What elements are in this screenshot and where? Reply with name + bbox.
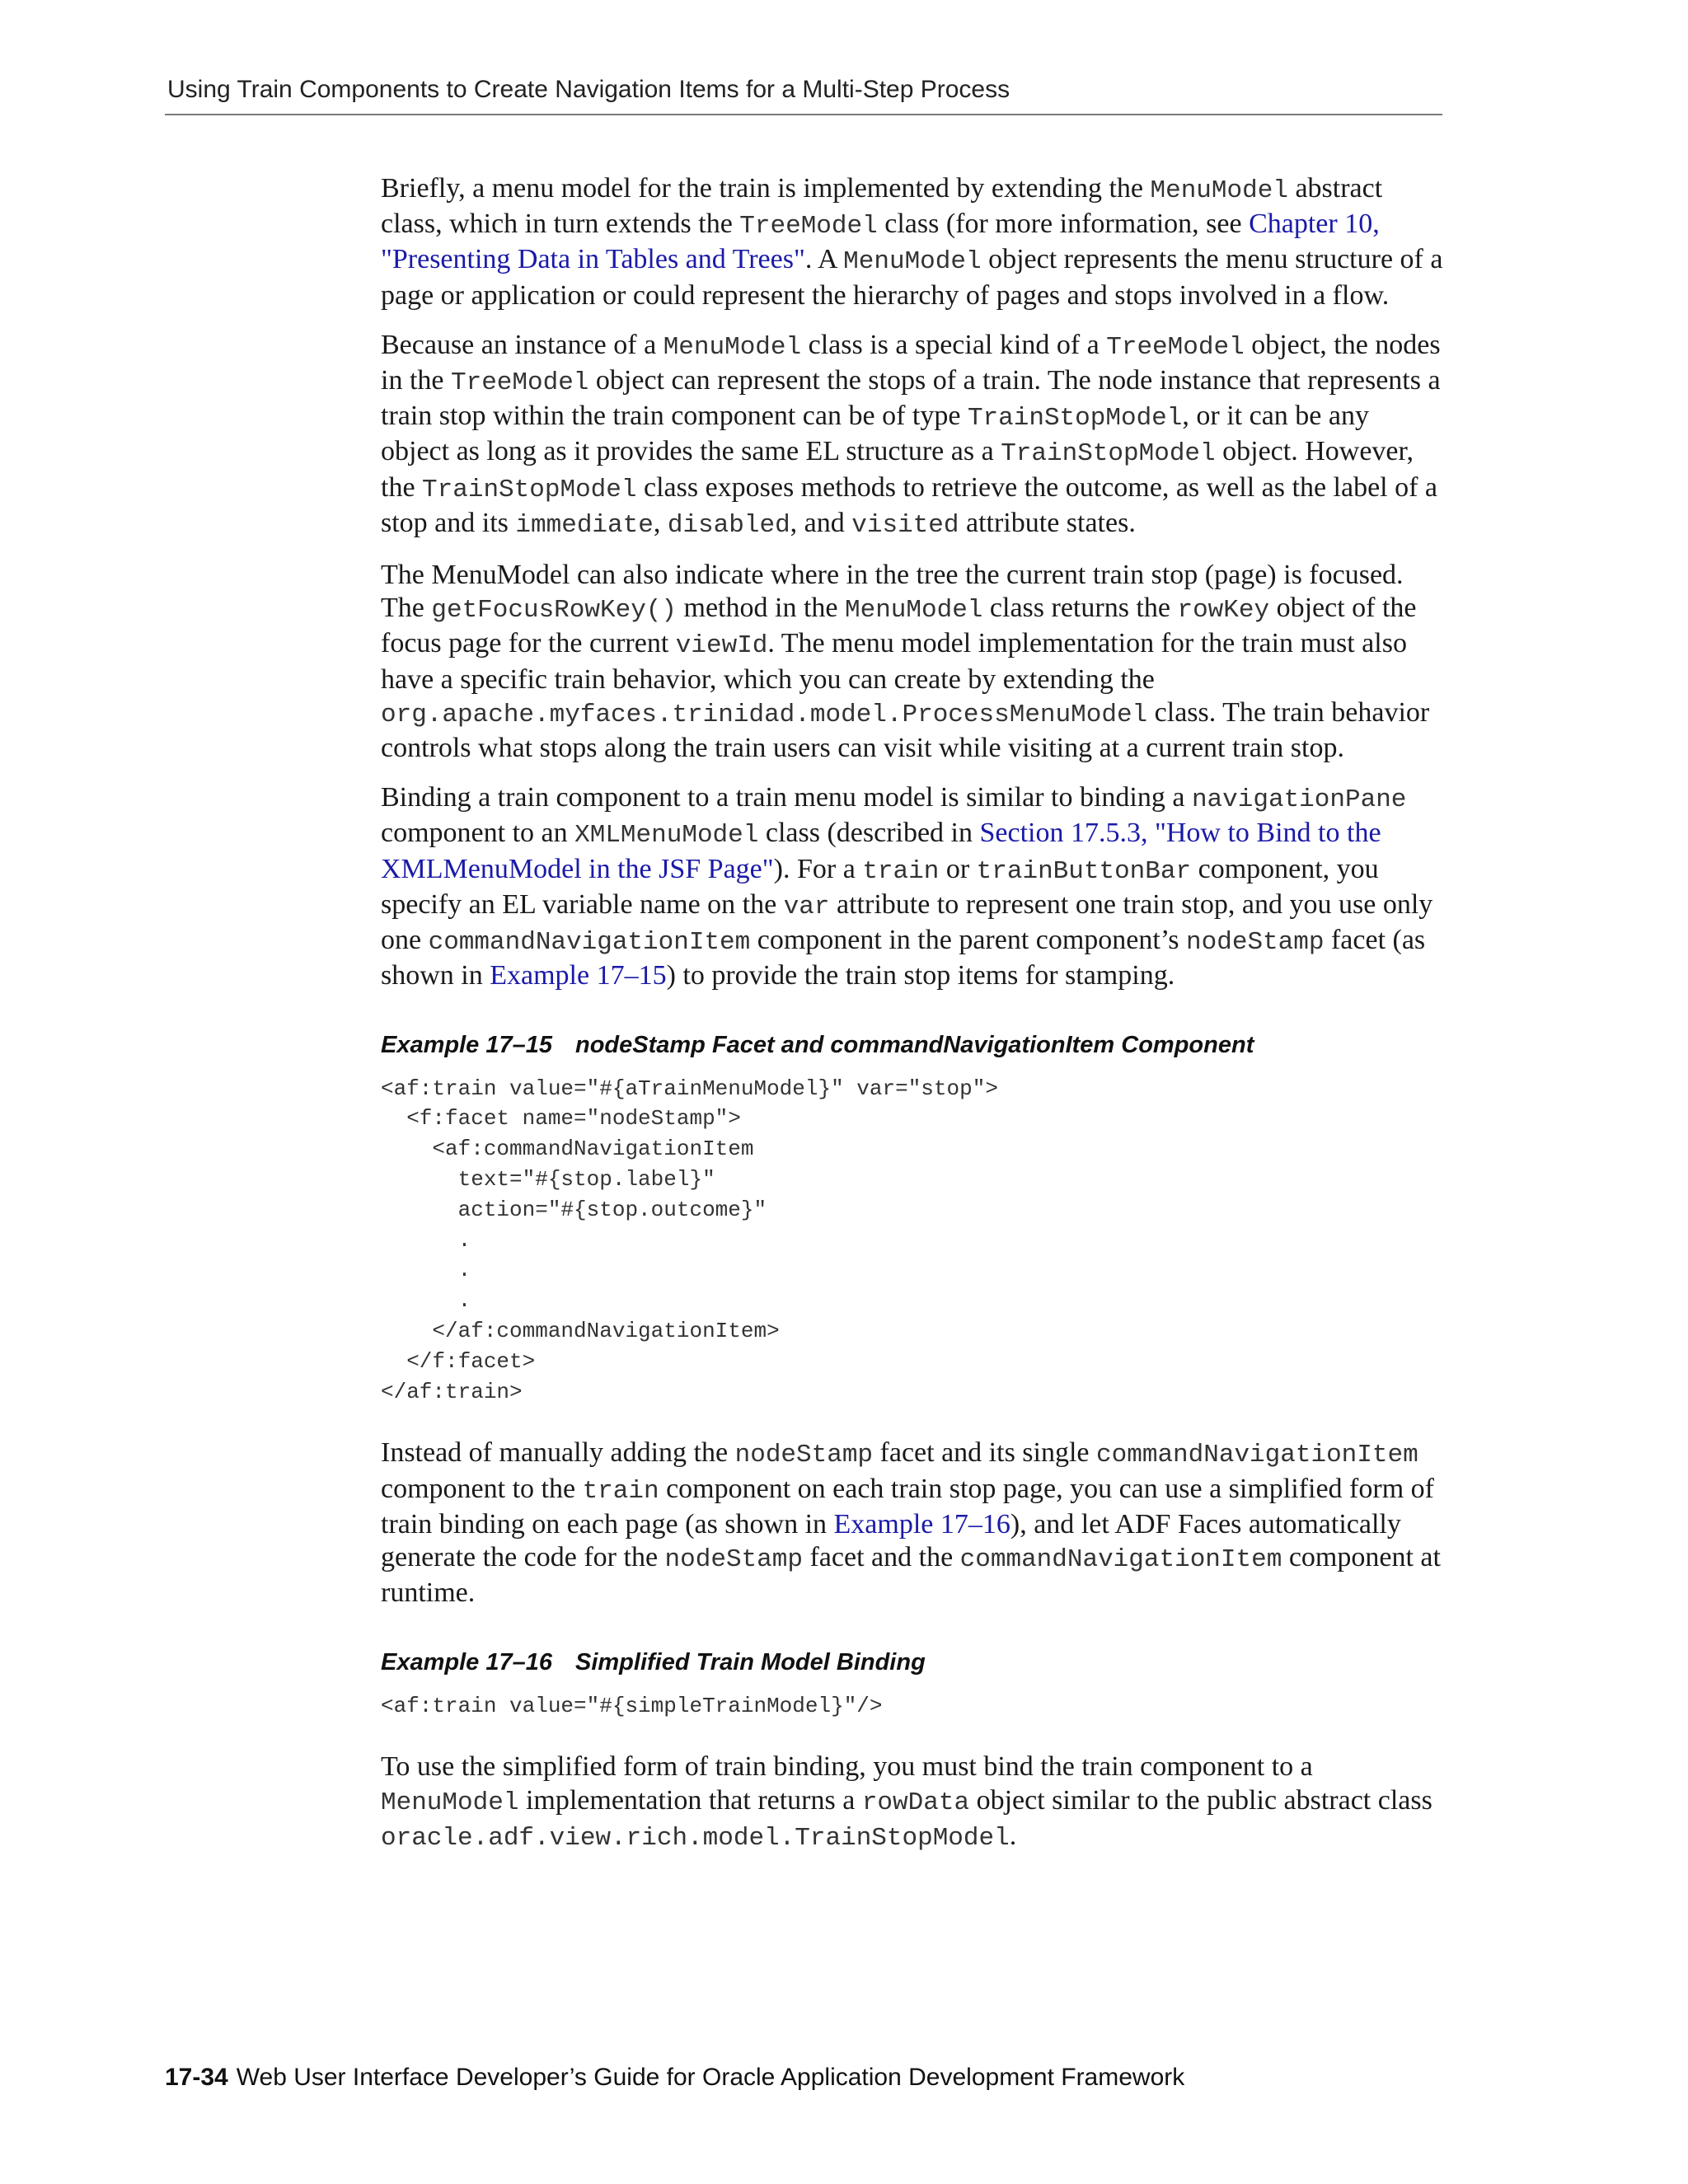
paragraph-3 [381,559,1444,765]
text-run: object. However, the [381,436,1414,503]
code-term: train [582,1476,659,1506]
text-run: Binding a train component to a train menu model is similar to binding a [381,782,1192,813]
code-term: visited [851,510,959,540]
text-run: component in the parent component’s [750,925,1187,956]
text-run: . A [804,244,844,275]
example-number: Example 17–16 [381,1649,552,1676]
text-run: abstract class, which in turn extends the [381,173,1383,240]
chapter-10-link[interactable]: Chapter 10, "Presenting Data in Tables and Trees" [381,209,1380,275]
code-term: immediate [515,510,654,540]
paragraph-2 [381,329,1444,542]
code-term: TreeModel [1106,332,1245,362]
code-term: nodeStamp [1186,928,1325,958]
code-term: TreeModel [739,212,878,241]
text-run: . The menu model implementation for the train must also have a specific train behavior, which you can create by extending the [381,628,1407,695]
code-term: MenuModel [381,1788,519,1817]
paragraph-5 [381,1436,1444,1610]
example-17-16-code: <af:train value="#{simpleTrainModel}"/> [381,1693,883,1718]
code-term: navigationPane [1191,785,1407,815]
code-term: getFocusRowKey() [431,596,678,626]
text-run: ) to provide the train stop items for stamping. [666,960,1175,991]
text-run: . [1009,1820,1017,1851]
text-run: implementation that returns a [518,1784,862,1816]
paragraph-6 [381,1750,1444,1855]
text-run: , [653,507,668,538]
code-term: MenuModel [843,247,982,277]
code-term: MenuModel [1150,176,1288,205]
code-term: MenuModel [844,596,983,626]
code-term: MenuModel [663,332,802,362]
header-rule [165,114,1442,115]
page-footer [165,2064,1184,2092]
text-run: component to an [381,818,575,849]
code-term: org.apache.myfaces.trinidad.model.ProcessMenuModel [381,700,1148,729]
text-run: component at runtime. [381,1542,1441,1609]
example-17-15-code: <af:train value="#{aTrainMenuModel}" var="stop"> <f:facet name="nodeStamp"> <af:commandNavigationItem text="#{stop.label}" action="#{stop.outcome}" . . . </af:commandNavigationItem> </f:facet> </af:train> [381,1076,998,1404]
text-run: component on each train stop page, you can use a simplified form of train binding on each page (as shown in [381,1473,1434,1540]
text-run: method in the [677,593,845,624]
text-run: object similar to the public abstract class [969,1784,1432,1816]
text-run: class returns the [982,593,1178,624]
text-run: attribute states. [959,507,1136,538]
text-run: object can represent the stops of a train. The node instance that represents a train stop within the train component can be of type [381,365,1441,432]
page-body [381,172,1444,1872]
example-title: nodeStamp Facet and commandNavigationItem Component [574,1032,1254,1059]
text-run: class. The train behavior controls what stops along the train users can visit while visiting at a current train stop. [381,696,1430,764]
code-term: commandNavigationItem [428,928,751,958]
code-term: var [783,892,830,921]
page-number: 17-34 [165,2064,228,2091]
text-run: , and [790,507,852,538]
code-term: TrainStopModel [1001,439,1216,469]
text-run: class (described in [758,818,980,849]
text-run: object, the nodes in the [381,329,1441,396]
text-run: , or it can be any object as long as it provides the same EL structure as a [381,401,1369,467]
book-title: Web User Interface Developer’s Guide for Oracle Application Development Framework [236,2064,1185,2091]
code-term: commandNavigationItem [959,1545,1282,1575]
code-term: oracle.adf.view.rich.model.TrainStopModel [381,1823,1010,1853]
code-term: rowData [861,1788,970,1817]
text-run: class (for more information, see [877,209,1250,240]
text-run: component to the [381,1473,583,1504]
code-term: disabled [667,510,790,540]
text-run: attribute to represent one train stop, and you use only one [381,888,1433,956]
running-header: Using Train Components to Create Navigation Items for a Multi-Step Process [167,76,1010,103]
example-17-16-caption [381,1646,1444,1679]
code-term: XMLMenuModel [574,821,759,851]
text-run: Briefly, a menu model for the train is implemented by extending the [381,173,1151,204]
code-term: commandNavigationItem [1096,1441,1418,1470]
text-run: object of the focus page for the current [381,593,1417,659]
code-term: trainButtonBar [976,856,1192,886]
code-term: TrainStopModel [967,404,1183,434]
code-term: nodeStamp [664,1545,803,1575]
paragraph-1 [381,172,1444,312]
text-run: or [939,853,977,884]
example-title: Simplified Train Model Binding [574,1649,926,1676]
example-17-16-link[interactable]: Example 17–16 [833,1508,1010,1540]
text-run: The MenuModel can also indicate where in the tree the current train stop (page) is focused. The [381,560,1404,624]
example-number: Example 17–15 [381,1032,552,1059]
code-term: TrainStopModel [422,475,637,504]
text-run: facet and the [802,1542,960,1573]
text-run: component, you specify an EL variable name on the [381,853,1379,920]
paragraph-4 [381,781,1444,992]
text-run: ), and let ADF Faces automatically generate the code for the [381,1508,1401,1573]
section-17-5-3-link[interactable]: Section 17.5.3, "How to Bind to the XMLMenuModel in the JSF Page" [381,818,1381,884]
text-run: class is a special kind of a [801,329,1107,360]
text-run: facet and its single [873,1437,1097,1469]
code-term: nodeStamp [734,1441,874,1470]
code-term: train [862,856,940,886]
code-term: rowKey [1177,596,1270,626]
text-run: ). For a [773,853,863,884]
text-run: To use the simplified form of train binding, you must bind the train component to a [381,1751,1313,1783]
text-run: object represents the menu structure of a page or application or could represent the hierarchy of pages and stops involved in a flow. [381,244,1443,311]
code-term: TreeModel [450,368,589,398]
code-term: viewId [675,631,768,661]
text-run: facet (as shown in [381,925,1426,991]
text-run: Instead of manually adding the [381,1437,735,1469]
text-run: class exposes methods to retrieve the outcome, as well as the label of a stop and its [381,471,1438,538]
text-run: Because an instance of a [381,329,663,360]
example-17-15-link[interactable]: Example 17–15 [490,960,667,991]
example-17-15-caption [381,1029,1444,1062]
